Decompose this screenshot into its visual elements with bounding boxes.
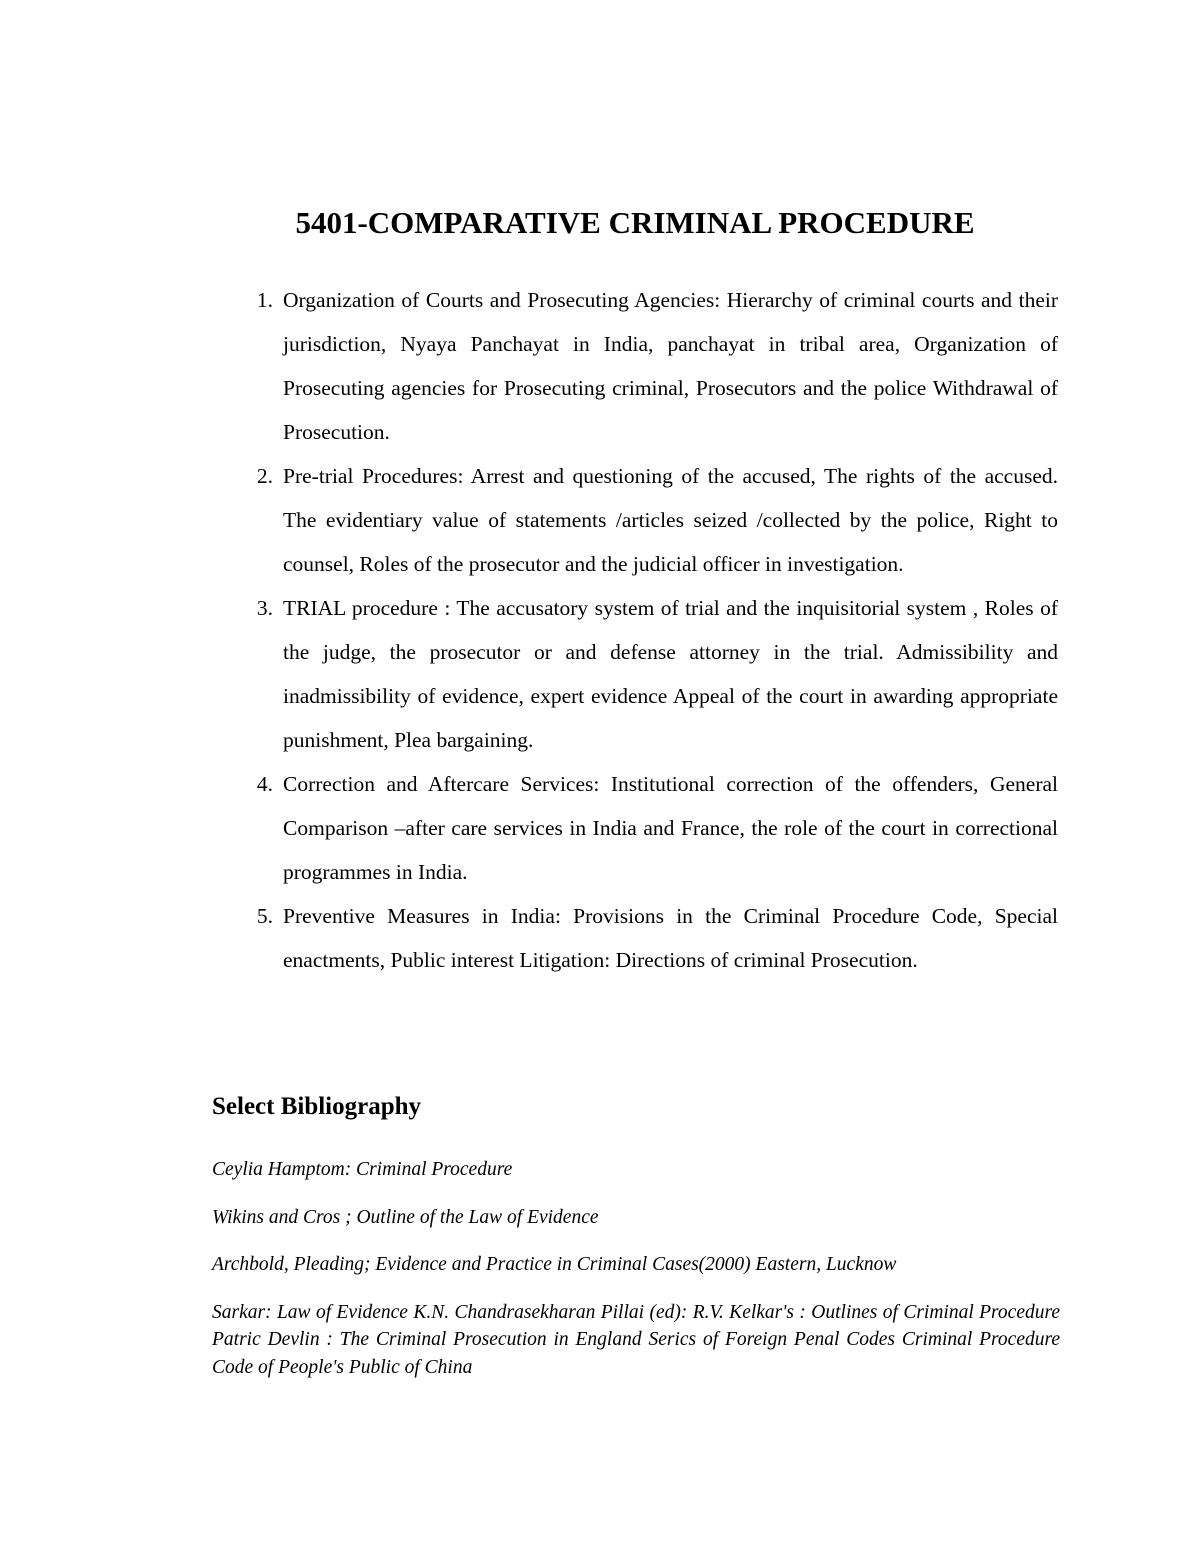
topic-number: 4.	[256, 772, 273, 796]
topic-item-2	[256, 454, 1058, 586]
topic-item-3	[256, 586, 1058, 762]
topic-item-1	[256, 278, 1058, 454]
topic-text: Correction and Aftercare Services: Institutional correction of the offenders, General Comparison –after care services in India and France, the role of the court in correctional programmes in India.	[283, 772, 1058, 884]
bibliography-entry: Wikins and Cros ; Outline of the Law of Evidence	[212, 1206, 599, 1228]
page-title: 5401-COMPARATIVE CRIMINAL PROCEDURE	[295, 205, 975, 240]
bibliography-entry: Ceylia Hamptom: Criminal Procedure	[212, 1159, 513, 1180]
topic-text: Organization of Courts and Prosecuting Agencies: Hierarchy of criminal courts and their jurisdiction, Nyaya Panchayat in India, panchayat in tribal area, Organization of Prosecuting agencies for Prosecuting criminal, Prosecutors and the police Withdrawal of Prosecution.	[283, 288, 1058, 444]
topic-number: 5.	[256, 904, 273, 928]
topic-text: Pre-trial Procedures: Arrest and questioning of the accused, The rights of the accused. The evidentiary value of statements /articles seized /collected by the police, Right to counsel, Roles of the prosecutor and the judicial officer in investigation.	[283, 464, 1058, 576]
topic-item-4	[256, 762, 1058, 894]
topic-number: 1.	[256, 288, 273, 312]
bibliography-list	[212, 1156, 1060, 1401]
topic-text: TRIAL procedure : The accusatory system of trial and the inquisitorial system , Roles of the judge, the prosecutor or and defense attorney in the trial. Admissibility and inadmissibility of evidence, expert evidence Appeal of the court in awarding appropriate punishment, Plea bargaining.	[283, 596, 1058, 752]
topic-text: Preventive Measures in India: Provisions in the Criminal Procedure Code, Special enactments, Public interest Litigation: Directions of criminal Prosecution.	[283, 904, 1058, 972]
syllabus-topic-list	[256, 278, 1058, 982]
topic-number: 3.	[256, 596, 273, 620]
topic-item-5	[256, 894, 1058, 982]
bibliography-entry: Archbold, Pleading; Evidence and Practice in Criminal Cases(2000) Eastern, Lucknow	[212, 1254, 897, 1275]
topic-number: 2.	[256, 464, 273, 488]
bibliography-heading: Select Bibliography	[212, 1093, 422, 1120]
bibliography-entry: Sarkar: Law of Evidence K.N. Chandrasekharan Pillai (ed): R.V. Kelkar's : Outlines of Criminal Procedure Patric Devlin : The Criminal Prosecution in England Serics of Foreign Penal Codes Criminal Procedure Code of People's Public of China	[212, 1301, 1060, 1378]
